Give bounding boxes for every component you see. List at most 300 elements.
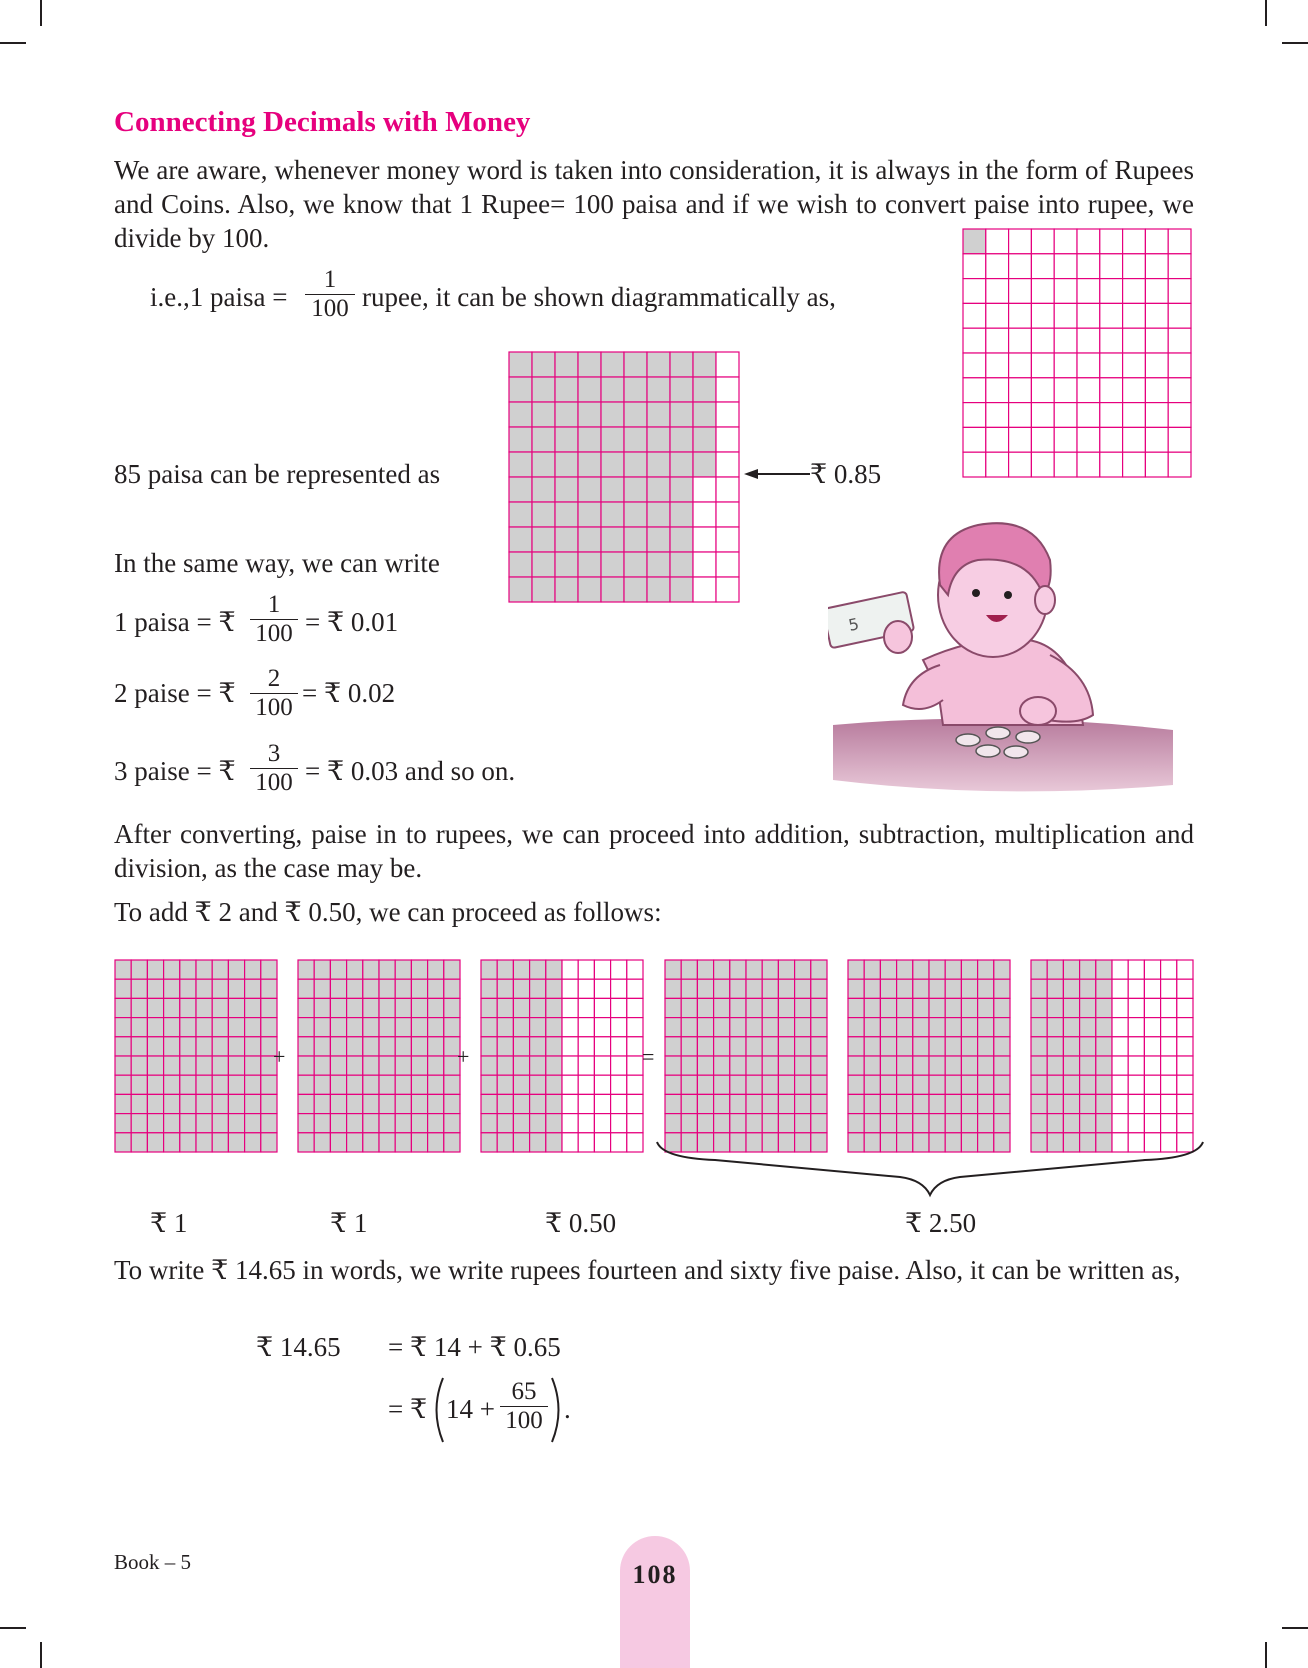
grid-cell-shaded	[513, 1018, 529, 1037]
grid-cell-shaded	[379, 1114, 395, 1133]
grid-cell-shaded	[880, 1114, 896, 1133]
grid-cell-shaded	[929, 1018, 945, 1037]
grid-cell	[1168, 353, 1191, 378]
grid-cell-shaded	[509, 577, 532, 602]
grid-cell-shaded	[444, 1094, 460, 1113]
grid-cell	[1145, 452, 1168, 477]
grid-cell-shaded	[811, 979, 827, 998]
grid-cell-shaded	[795, 1075, 811, 1094]
grid-cell-shaded	[298, 1114, 314, 1133]
grid-cell-shaded	[697, 1075, 713, 1094]
grid-cell-shaded	[555, 352, 578, 377]
grid-cell	[1123, 353, 1146, 378]
grid-cell-shaded	[395, 1114, 411, 1133]
grid-cell	[611, 1075, 627, 1094]
grid-cell-shaded	[513, 1114, 529, 1133]
grid-cell	[1177, 1094, 1193, 1113]
grid-cell-shaded	[795, 979, 811, 998]
grid-cell-shaded	[601, 427, 624, 452]
grid-cell-shaded	[347, 1133, 363, 1152]
grid-cell-shaded	[411, 1037, 427, 1056]
grid-cell	[1177, 1018, 1193, 1037]
grid-cell-shaded	[497, 1018, 513, 1037]
grid-cell-shaded	[913, 1018, 929, 1037]
grid-cell-shaded	[913, 1075, 929, 1094]
grid-cell	[627, 1075, 643, 1094]
grid-cell-shaded	[647, 402, 670, 427]
equation-fraction	[500, 1378, 548, 1435]
grid-cell-shaded	[509, 527, 532, 552]
grid-cell	[986, 403, 1009, 428]
arrow-left-icon	[744, 466, 812, 482]
grid-cell	[1077, 427, 1100, 452]
grid-cell-shaded	[795, 960, 811, 979]
grid-cell	[1054, 378, 1077, 403]
grid-cell-shaded	[665, 1056, 681, 1075]
grid-cell-shaded	[897, 1018, 913, 1037]
grid-cell-shaded	[212, 979, 228, 998]
crop-mark	[0, 1627, 26, 1629]
grid-cell-shaded	[379, 1094, 395, 1113]
grid-cell-shaded	[497, 998, 513, 1017]
grid-cell-shaded	[532, 552, 555, 577]
grid-cell-shaded	[1063, 1094, 1079, 1113]
grid-cell-shaded	[497, 979, 513, 998]
grid-cell-shaded	[929, 960, 945, 979]
grid-cell-shaded	[697, 1094, 713, 1113]
grid-cell-shaded	[363, 1114, 379, 1133]
grid-cell-shaded	[994, 1094, 1010, 1113]
grid-cell	[1077, 303, 1100, 328]
grid-cell-shaded	[532, 502, 555, 527]
grid-cell-shaded	[212, 998, 228, 1017]
left-paren	[430, 1376, 446, 1444]
grid-cell	[716, 452, 739, 477]
grid-cell-shaded	[848, 979, 864, 998]
grid-cell	[1031, 452, 1054, 477]
grid-cell	[716, 402, 739, 427]
grid-cell-shaded	[681, 1114, 697, 1133]
grid-cell-shaded	[115, 1094, 131, 1113]
grid-cell-shaded	[347, 998, 363, 1017]
grid-cell	[1161, 1114, 1177, 1133]
grid-cell-shaded	[532, 352, 555, 377]
grid-cell	[1168, 378, 1191, 403]
grid-cell-shaded	[714, 1037, 730, 1056]
grid-cell	[562, 1114, 578, 1133]
grid-cell	[1009, 279, 1032, 304]
grid-cell-shaded	[762, 979, 778, 998]
grid-cell-shaded	[697, 960, 713, 979]
grid-cell-shaded	[131, 1075, 147, 1094]
addition-grid-2	[297, 959, 461, 1153]
grid-cell-shaded	[428, 1056, 444, 1075]
grid-cell-shaded	[762, 1037, 778, 1056]
grid-cell-shaded	[411, 1114, 427, 1133]
grid-cell-shaded	[115, 1114, 131, 1133]
grid-cell-shaded	[961, 1037, 977, 1056]
grid-cell-shaded	[298, 1018, 314, 1037]
grid-cell	[1161, 1075, 1177, 1094]
grid-cell-shaded	[578, 402, 601, 427]
grid-cell-shaded	[1031, 1018, 1047, 1037]
grid-cell-shaded	[395, 1094, 411, 1113]
grid-cell	[627, 1018, 643, 1037]
grid-cell-shaded	[961, 1114, 977, 1133]
grid-cell-shaded	[778, 979, 794, 998]
grid-cell-shaded	[913, 1114, 929, 1133]
grid-cell	[963, 279, 986, 304]
grid-cell-shaded	[913, 998, 929, 1017]
grid-cell-shaded	[624, 352, 647, 377]
grid-cell-shaded	[848, 960, 864, 979]
grid-cell-shaded	[196, 1075, 212, 1094]
grid-cell	[562, 1018, 578, 1037]
grid-cell-shaded	[647, 427, 670, 452]
grid-cell-shaded	[115, 1037, 131, 1056]
grid-cell-shaded	[131, 998, 147, 1017]
grid-cell-shaded	[363, 979, 379, 998]
fraction-denominator: 100	[505, 1407, 543, 1434]
grid-cell	[1128, 1056, 1144, 1075]
grid-cell-shaded	[978, 979, 994, 998]
grid-cell	[578, 1094, 594, 1113]
grid-cell-shaded	[530, 960, 546, 979]
plus-sign: +	[273, 1044, 286, 1069]
grid-cell	[611, 1018, 627, 1037]
grid-cell-shaded	[647, 577, 670, 602]
grid-cell	[963, 427, 986, 452]
grid-cell-shaded	[131, 1114, 147, 1133]
grid-cell-shaded	[1096, 1056, 1112, 1075]
grid-cell-shaded	[848, 1056, 864, 1075]
grid-cell-shaded	[880, 1037, 896, 1056]
grid-cell	[562, 1075, 578, 1094]
grid-cell-shaded	[347, 979, 363, 998]
grid-cell-shaded	[795, 1037, 811, 1056]
grid-cell	[1112, 960, 1128, 979]
grid-cell	[1077, 328, 1100, 353]
grid-cell-shaded	[298, 1133, 314, 1152]
grid-cell-shaded	[180, 1114, 196, 1133]
grid-cell-shaded	[481, 960, 497, 979]
grid-cell	[578, 1114, 594, 1133]
grid-cell-shaded	[1047, 1056, 1063, 1075]
grid-cell-shaded	[411, 998, 427, 1017]
grid-cell-shaded	[929, 1056, 945, 1075]
grid-cell-shaded	[1047, 960, 1063, 979]
grid-cell-shaded	[848, 1037, 864, 1056]
grid-cell	[562, 1056, 578, 1075]
grid-cell-shaded	[1047, 1075, 1063, 1094]
grid-cell-shaded	[681, 1037, 697, 1056]
grid-cell-shaded	[532, 377, 555, 402]
grid-cell-shaded	[164, 1133, 180, 1152]
grid-cell-shaded	[1063, 979, 1079, 998]
grid-cell-shaded	[147, 979, 163, 998]
grid-cell	[1177, 998, 1193, 1017]
grid-cell-shaded	[347, 1018, 363, 1037]
grid-cell-shaded	[714, 1056, 730, 1075]
grid-cell-shaded	[395, 960, 411, 979]
grid-cell-shaded	[228, 998, 244, 1017]
grid-cell-shaded	[330, 979, 346, 998]
grid-cell	[1100, 279, 1123, 304]
grid-cell-shaded	[196, 998, 212, 1017]
grid-cell-shaded	[601, 527, 624, 552]
grid-cell	[611, 1114, 627, 1133]
equation-line-2-prefix: = ₹	[388, 1394, 428, 1424]
grid-cell	[1009, 403, 1032, 428]
grid-cell	[627, 1056, 643, 1075]
fraction-numerator: 1	[323, 266, 337, 293]
grid-cell-shaded	[131, 1037, 147, 1056]
grid-cell-shaded	[978, 1094, 994, 1113]
grid-cell-shaded	[624, 452, 647, 477]
grid-cell-shaded	[1047, 1037, 1063, 1056]
grid-cell-shaded	[228, 979, 244, 998]
grid-cell-shaded	[444, 1075, 460, 1094]
grid-cell	[1177, 1075, 1193, 1094]
grid-cell-shaded	[897, 979, 913, 998]
grid-cell-shaded	[1096, 1075, 1112, 1094]
grid-cell-shaded	[481, 1094, 497, 1113]
grid-cell-shaded	[180, 1075, 196, 1094]
grid-cell-shaded	[1096, 979, 1112, 998]
grid-cell-shaded	[746, 1094, 762, 1113]
grid-cell-shaded	[1063, 1056, 1079, 1075]
grid-cell-shaded	[994, 1056, 1010, 1075]
grid-cell	[594, 979, 610, 998]
grid-cell-shaded	[647, 527, 670, 552]
grid-cell-shaded	[624, 477, 647, 502]
grid-cell-shaded	[1047, 1114, 1063, 1133]
grid-cell-shaded	[481, 1037, 497, 1056]
grid-cell-shaded	[730, 1094, 746, 1113]
grid-cell	[963, 303, 986, 328]
grid-cell-shaded	[532, 477, 555, 502]
grid-cell	[1100, 427, 1123, 452]
grid-cell-shaded	[555, 452, 578, 477]
grid-cell-shaded	[601, 452, 624, 477]
grid-cell-shaded	[147, 1037, 163, 1056]
grid-cell	[1100, 328, 1123, 353]
grid-cell-shaded	[212, 1094, 228, 1113]
grid-cell-shaded	[778, 1114, 794, 1133]
grid-cell-shaded	[1080, 1018, 1096, 1037]
grid-cell-shaded	[147, 1018, 163, 1037]
grid-cell-shaded	[555, 377, 578, 402]
grid-cell-shaded	[509, 352, 532, 377]
grid-cell-shaded	[131, 1133, 147, 1152]
grid-cell-shaded	[762, 1018, 778, 1037]
grid-cell-shaded	[978, 1018, 994, 1037]
grid-cell	[594, 1094, 610, 1113]
grid-cell-shaded	[978, 1037, 994, 1056]
grid-cell-shaded	[730, 960, 746, 979]
grid-cell	[1077, 229, 1100, 254]
conversion-3-fraction	[250, 740, 298, 797]
grid-cell-shaded	[395, 1056, 411, 1075]
equation-line-1: = ₹ 14 + ₹ 0.65	[388, 1332, 561, 1362]
grid-cell-shaded	[530, 1133, 546, 1152]
grid-cell-shaded	[497, 960, 513, 979]
grid-label-half: ₹ 0.50	[545, 1208, 617, 1238]
grid-cell	[1168, 403, 1191, 428]
grid-cell-shaded	[978, 1056, 994, 1075]
grid-cell-shaded	[762, 998, 778, 1017]
grid-cell-shaded	[261, 1114, 277, 1133]
grid-cell-shaded	[795, 1018, 811, 1037]
grid-label-one-b: ₹ 1	[330, 1208, 368, 1238]
grid-cell-shaded	[298, 979, 314, 998]
grid-cell-shaded	[428, 1018, 444, 1037]
grid-cell-shaded	[945, 1037, 961, 1056]
grid-cell	[1031, 229, 1054, 254]
grid-cell-shaded	[147, 1133, 163, 1152]
page-number: 108	[632, 1560, 678, 1589]
grid-cell-shaded	[115, 998, 131, 1017]
grid-cell-shaded	[697, 998, 713, 1017]
grid-cell	[562, 1094, 578, 1113]
grid-cell-shaded	[513, 1037, 529, 1056]
grid-cell-shaded	[347, 1075, 363, 1094]
grid-cell	[1145, 303, 1168, 328]
grid-cell-shaded	[546, 1075, 562, 1094]
grid-cell-shaded	[994, 1075, 1010, 1094]
grid-cell-shaded	[693, 402, 716, 427]
grid-cell	[594, 1056, 610, 1075]
grid-cell-shaded	[395, 1037, 411, 1056]
grid-cell-shaded	[363, 1056, 379, 1075]
grid-cell-shaded	[497, 1056, 513, 1075]
grid-cell-shaded	[961, 979, 977, 998]
addition-grid-3	[480, 959, 644, 1153]
grid-cell-shaded	[864, 1075, 880, 1094]
grid-cell	[1100, 254, 1123, 279]
crop-mark	[1265, 1642, 1267, 1668]
grid-cell-shaded	[481, 1056, 497, 1075]
grid-cell	[1123, 427, 1146, 452]
grid-cell-shaded	[212, 960, 228, 979]
grid-cell	[594, 1018, 610, 1037]
grid-cell-shaded	[913, 1094, 929, 1113]
grid-cell-shaded	[601, 552, 624, 577]
plus-sign: +	[457, 1044, 470, 1069]
grid-cell-shaded	[196, 960, 212, 979]
grid-cell-shaded	[647, 352, 670, 377]
grid-cell	[1177, 1114, 1193, 1133]
grid-cell-shaded	[929, 1094, 945, 1113]
grid-cell-shaded	[513, 960, 529, 979]
grid-cell-shaded	[228, 1018, 244, 1037]
addition-grid-6	[1030, 959, 1194, 1153]
grid-cell-shaded	[261, 1018, 277, 1037]
grid-cell-shaded	[1063, 998, 1079, 1017]
grid-cell	[1144, 1056, 1160, 1075]
grid-cell-shaded	[1031, 1075, 1047, 1094]
conversion-1-fraction	[250, 591, 298, 648]
grid-cell-shaded	[746, 998, 762, 1017]
grid-cell-shaded	[481, 979, 497, 998]
eighty-five-paisa-grid	[508, 351, 740, 603]
grid-cell-shaded	[778, 1094, 794, 1113]
grid-cell-shaded	[714, 998, 730, 1017]
grid-cell-shaded	[513, 979, 529, 998]
grid-cell-shaded	[714, 1094, 730, 1113]
grid-cell	[1031, 403, 1054, 428]
grid-cell-shaded	[864, 1114, 880, 1133]
grid-cell	[594, 1075, 610, 1094]
grid-cell	[1145, 378, 1168, 403]
grid-cell-shaded	[298, 1075, 314, 1094]
grid-cell	[1112, 1018, 1128, 1037]
grid-cell-shaded	[330, 1133, 346, 1152]
note-value: 5	[846, 614, 861, 635]
grid-cell	[1009, 229, 1032, 254]
grid-cell-shaded	[497, 1114, 513, 1133]
fraction-numerator: 3	[267, 740, 281, 767]
grid-cell-shaded	[880, 1056, 896, 1075]
grid-cell	[562, 1133, 578, 1152]
grid-cell	[693, 577, 716, 602]
grid-cell-shaded	[532, 452, 555, 477]
grid-cell-shaded	[647, 377, 670, 402]
grid-cell-shaded	[578, 527, 601, 552]
grid-cell	[1031, 303, 1054, 328]
grid-cell-shaded	[913, 1037, 929, 1056]
grid-cell-shaded	[147, 998, 163, 1017]
grid-cell-shaded	[864, 979, 880, 998]
grid-cell	[1009, 353, 1032, 378]
grid-cell-shaded	[1080, 1037, 1096, 1056]
grid-cell-shaded	[261, 1075, 277, 1094]
grid-cell	[1009, 328, 1032, 353]
grid-cell-shaded	[164, 1018, 180, 1037]
grid-cell-shaded	[363, 1037, 379, 1056]
grid-cell-shaded	[961, 1056, 977, 1075]
grid-cell	[1054, 279, 1077, 304]
grid-cell-shaded	[746, 1075, 762, 1094]
grid-cell-shaded	[978, 1114, 994, 1133]
grid-cell-shaded	[697, 1114, 713, 1133]
grid-cell	[594, 960, 610, 979]
grid-cell-shaded	[513, 1094, 529, 1113]
conversion-3-left: 3 paise = ₹	[114, 756, 236, 786]
grid-cell-shaded	[555, 477, 578, 502]
grid-cell	[1112, 1075, 1128, 1094]
grid-cell	[1077, 279, 1100, 304]
grid-cell-shaded	[298, 960, 314, 979]
grid-cell-shaded	[497, 1075, 513, 1094]
grid-cell-shaded	[196, 1133, 212, 1152]
grid-cell	[611, 960, 627, 979]
grid-cell-shaded	[897, 1114, 913, 1133]
grid-cell	[578, 998, 594, 1017]
grid-cell-shaded	[897, 960, 913, 979]
grid-cell	[1144, 998, 1160, 1017]
grid-cell	[693, 552, 716, 577]
grid-cell	[1123, 229, 1146, 254]
grid-cell-shaded	[811, 1114, 827, 1133]
grid-cell-shaded	[428, 1075, 444, 1094]
grid-cell-shaded	[428, 960, 444, 979]
grid-cell	[1054, 427, 1077, 452]
grid-cell-shaded	[212, 1037, 228, 1056]
grid-cell-shaded	[261, 998, 277, 1017]
grid-cell	[963, 403, 986, 428]
grid-cell-shaded	[670, 552, 693, 577]
